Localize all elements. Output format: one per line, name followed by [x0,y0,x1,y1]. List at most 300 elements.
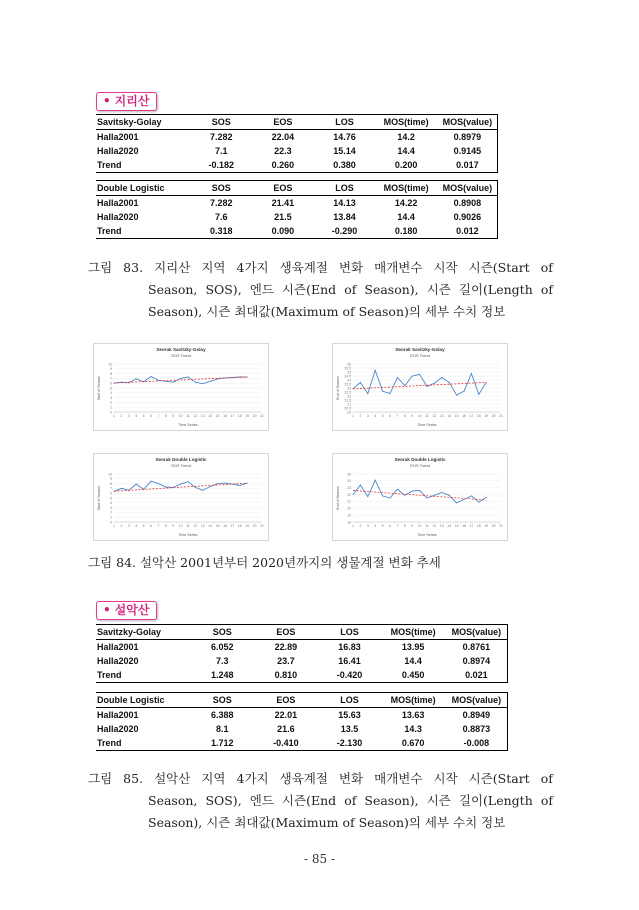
table-seoraksan-sg [96,624,508,683]
table-row [96,640,508,655]
table-cell: 14.22 [394,198,418,208]
x-tick-label: 8 [403,524,406,528]
caption-word: 그림 [88,260,113,275]
caption-word: Season, [148,793,198,808]
row-label: Halla2001 [97,710,139,720]
table-cell: 1.248 [211,670,234,680]
table-header-row [96,693,508,708]
table-cell: 8.1 [216,724,229,734]
caption-word: of [540,260,553,275]
caption-word: 시작 [433,260,458,275]
x-tick-label: 2 [359,524,362,528]
y-tick-label: 6 [110,491,112,496]
y-tick-label: 24 [347,378,351,383]
x-tick-label: 21 [260,414,264,418]
x-tick-label: 20 [491,414,496,418]
x-axis-label: Time Series [417,533,437,537]
table-header-row [96,625,508,640]
table-cell: 22.04 [271,132,295,142]
table-cell: 22.89 [274,642,298,652]
table-cell: 0.260 [271,160,295,170]
row-label: Halla2001 [97,132,139,142]
data-point [360,484,361,485]
x-tick-label: 17 [469,414,474,418]
chart-sg-sos [93,343,269,431]
data-point [367,496,368,497]
caption-word: of [344,282,357,297]
data-point [195,487,196,488]
table-cell: -2.130 [336,738,363,748]
x-tick-label: 1 [352,414,354,418]
y-tick-label: 19 [347,513,351,518]
x-tick-label: 21 [499,414,503,418]
x-tick-label: 11 [186,414,190,418]
data-point [217,483,218,484]
x-tick-label: 15 [454,414,459,418]
caption-word: 4가지 [236,260,269,275]
y-tick-label: 22 [347,394,351,399]
caption-word: 변화 [338,771,364,786]
series-line [353,480,486,503]
caption-word: 그림 [88,771,113,786]
x-tick-label: 9 [172,524,175,528]
x-tick-label: 12 [432,414,437,418]
data-point [375,480,376,481]
column-header: EOS [276,695,296,705]
table-row [96,130,498,145]
table-row [96,722,508,736]
table-cell: 0.017 [456,160,479,170]
x-tick-label: 9 [411,414,414,418]
x-tick-label: 1 [352,524,354,528]
caption-figure-84 [88,552,553,574]
x-tick-label: 16 [462,414,466,418]
table-header-row [96,181,498,196]
column-header: MOS(time) [383,117,429,127]
data-point [360,382,361,383]
chart-title: Seorak Double Logistic [394,457,446,462]
data-point [390,393,391,394]
y-tick-label: 6 [110,381,112,386]
table-cell: 0.8979 [453,132,482,142]
y-tick-label: 4 [110,391,112,396]
y-tick-label: 7 [110,486,112,491]
x-tick-label: 12 [193,524,198,528]
caption-word: of [540,771,553,786]
x-tick-label: 5 [142,414,145,418]
caption-line [88,768,553,790]
caption-word: of [540,793,553,808]
y-tick-label: 5 [110,496,112,501]
y-tick-label: 24.5 [344,374,351,379]
table-cell: 13.84 [333,212,356,222]
x-tick-label: 15 [215,524,220,528]
x-tick-label: 3 [127,414,130,418]
page-number: - 85 - [303,852,335,866]
chart-subtitle: SOS Trend [171,353,191,358]
row-label: Halla2001 [97,198,139,208]
row-label: Halla2020 [97,724,139,734]
column-header: EOS [276,627,296,637]
x-tick-label: 16 [223,414,227,418]
caption-word: 시즌(Start [468,260,530,275]
column-header: LOS [340,627,359,637]
table-cell: 0.090 [271,226,295,236]
column-header: EOS [273,183,293,193]
data-point [397,377,398,378]
x-tick-label: 12 [193,414,198,418]
caption-line [88,257,553,279]
caption-word: 4가지 [236,771,269,786]
table-cell: -0.008 [463,738,490,748]
caption-line: Season), 시즌 최대값(Maximum of Season)의 세부 수치 정보 [148,304,506,319]
column-header: MOS(time) [383,183,429,193]
caption-word: 생육계절 [279,771,328,786]
table-cell: 13.95 [401,642,425,652]
data-point [456,395,457,396]
caption-word: 매개변수 [374,260,423,275]
column-header: MOS(value) [451,627,502,637]
x-tick-label: 10 [417,414,422,418]
y-tick-label: 24 [347,479,351,484]
x-tick-label: 6 [150,414,152,418]
table-cell: 7.282 [210,132,233,142]
data-point [434,383,435,384]
caption-word: SOS), [205,282,242,297]
x-tick-label: 19 [245,414,250,418]
caption-word: 지리산 [154,260,191,275]
data-point [441,377,442,378]
caption-word: 길이(Length [458,793,533,808]
x-tick-label: 13 [200,414,205,418]
table-row [96,144,498,158]
data-point [232,484,233,485]
table-cell: 21.5 [274,212,292,222]
caption-figure-83 [88,257,553,323]
y-tick-label: 22.5 [344,390,351,395]
y-tick-label: 1 [110,405,112,410]
x-tick-label: 14 [208,414,213,418]
x-tick-label: 6 [389,524,391,528]
x-tick-label: 1 [113,414,115,418]
table-cell: 15.14 [333,146,356,156]
data-point [375,370,376,371]
table-cell: 0.670 [401,738,425,748]
chart-dl-eos [332,453,508,541]
caption-word: 변화 [338,260,364,275]
y-tick-label: 3 [110,395,112,400]
column-header: LOS [335,117,354,127]
x-tick-label: 15 [454,524,459,528]
data-point [136,484,137,485]
data-point [419,374,420,375]
data-point [390,498,391,499]
caption-word: 83. [123,260,144,275]
data-point [486,497,487,498]
table-cell: 15.63 [338,710,361,720]
caption-word: of [540,282,553,297]
caption-word: Season), [364,282,419,297]
table-row [96,736,508,751]
caption-word: 길이(Length [458,282,533,297]
table-jirisan-sg [96,114,498,173]
table-cell: 0.8908 [453,198,482,208]
table-cell: 0.8949 [462,710,491,720]
row-label: Trend [97,670,122,680]
column-header: MOS(value) [442,183,493,193]
table-cell: 23.7 [277,656,295,666]
table-cell: 1.712 [211,738,234,748]
data-point [456,502,457,503]
chart-subtitle: SOS Trend [171,463,191,468]
y-tick-label: 20 [347,506,351,511]
y-tick-label: 21 [347,499,351,504]
caption-word: 시즌 [426,793,451,808]
column-header: MOS(value) [451,695,502,705]
data-point [382,495,383,496]
x-tick-label: 5 [142,524,145,528]
table-row [96,654,508,668]
table-cell: 16.83 [338,642,361,652]
y-tick-label: 8 [110,371,112,376]
table-cell: -0.410 [273,738,299,748]
chart-title: Seorak Savitzky-Golay [395,347,445,352]
y-tick-label: 2 [110,400,112,405]
caption-word: 엔드 [249,282,274,297]
caption-line [88,790,553,812]
table-cell: 0.8761 [462,642,491,652]
x-axis-label: Time Series [417,423,437,427]
table-seoraksan-dl [96,692,508,751]
x-tick-label: 3 [366,414,369,418]
x-tick-label: 15 [215,414,220,418]
chart-dl-sos [93,453,269,541]
y-axis-label: Start of Season [97,375,101,401]
chart-subtitle: EOS Trend [410,353,430,358]
y-tick-label: 21 [347,402,351,407]
data-point [173,382,174,383]
x-tick-label: 9 [172,414,175,418]
x-tick-label: 6 [389,414,391,418]
data-point [225,377,226,378]
data-point [232,377,233,378]
y-tick-label: 23 [347,386,351,391]
region-label-seoraksan: • 설악산 [96,601,157,620]
x-tick-label: 18 [237,524,242,528]
caption-word: 생육계절 [279,260,328,275]
x-tick-label: 11 [425,414,429,418]
x-tick-label: 3 [366,524,369,528]
y-tick-label: 10 [108,472,112,477]
x-tick-label: 5 [381,414,384,418]
column-header: SOS [211,183,231,193]
column-header: MOS(time) [390,695,436,705]
caption-word: 설악산 [154,771,191,786]
y-axis-label: End of Season [336,376,340,400]
data-point [188,481,189,482]
x-tick-label: 20 [252,414,257,418]
data-point [121,488,122,489]
row-label: Halla2020 [97,146,139,156]
caption-line: Season), 시즌 최대값(Maximum of Season)의 세부 수치 정보 [148,815,506,830]
caption-word: 지역 [201,260,226,275]
table-cell: 14.4 [404,656,422,666]
y-tick-label: 25 [347,370,351,375]
y-tick-label: 9 [110,477,112,482]
chart-svg [333,454,507,540]
data-point [404,385,405,386]
data-point [165,486,166,487]
data-point [449,382,450,383]
table-method-label: Savitzky-Golay [97,627,162,637]
table-cell: 0.9145 [453,146,482,156]
table-cell: 7.3 [216,656,229,666]
y-tick-label: 1 [110,515,112,520]
x-tick-label: 4 [135,524,138,528]
data-point [427,386,428,387]
table-cell: 0.810 [274,670,298,680]
x-tick-label: 3 [127,524,130,528]
x-tick-label: 14 [447,524,452,528]
data-point [158,380,159,381]
y-axis-label: End of Season [336,486,340,510]
data-point [353,494,354,495]
table-cell: 0.9026 [453,212,482,222]
table-method-label: Double Logistic [97,183,165,193]
series-line [114,481,247,491]
caption-word: SOS), [205,793,242,808]
data-point [202,490,203,491]
data-point [180,378,181,379]
table-cell: 7.6 [215,212,228,222]
x-tick-label: 16 [223,524,227,528]
table-jirisan-dl [96,180,498,239]
table-cell: 14.4 [397,146,415,156]
column-header: LOS [335,183,354,193]
x-tick-label: 2 [359,414,362,418]
trend-line [353,490,486,500]
table-row [96,158,498,173]
row-label: Trend [97,226,122,236]
caption-word: 시즌(End [281,282,337,297]
caption-word: Season), [364,793,419,808]
x-tick-label: 21 [499,524,503,528]
column-header: SOS [211,117,231,127]
data-point [382,391,383,392]
data-point [180,484,181,485]
table-cell: 16.41 [338,656,361,666]
y-tick-label: 8 [110,481,112,486]
table-cell: 14.4 [397,212,415,222]
table-cell: 0.8974 [462,656,491,666]
table-cell: 0.200 [394,160,418,170]
data-point [202,383,203,384]
table-cell: 21.41 [271,198,295,208]
table-cell: 14.3 [404,724,422,734]
data-point [158,483,159,484]
data-point [210,381,211,382]
data-point [151,376,152,377]
x-tick-label: 4 [135,414,138,418]
table-header-row [96,115,498,130]
data-point [427,498,428,499]
table-cell: 14.76 [333,132,356,142]
x-tick-label: 17 [469,524,474,528]
table-cell: 0.8873 [462,724,491,734]
x-tick-label: 19 [484,524,489,528]
x-tick-label: 7 [396,524,399,528]
table-cell: 0.021 [465,670,488,680]
data-point [367,393,368,394]
table-cell: 13.5 [340,724,359,734]
x-tick-label: 8 [164,414,167,418]
column-header: EOS [273,117,293,127]
table-cell: -0.420 [336,670,363,680]
x-tick-label: 2 [120,414,123,418]
chart-svg [94,344,268,430]
x-tick-label: 4 [374,524,377,528]
x-tick-label: 18 [237,414,242,418]
table-cell: 0.180 [394,226,418,236]
table-cell: 22.3 [274,146,292,156]
x-tick-label: 7 [396,414,399,418]
table-cell: 7.1 [215,146,228,156]
y-tick-label: 2 [110,510,112,515]
table-cell: 0.318 [210,226,233,236]
x-tick-label: 6 [150,524,152,528]
table-cell: 0.012 [456,226,479,236]
data-point [225,483,226,484]
x-tick-label: 10 [417,524,422,528]
x-tick-label: 17 [230,524,235,528]
x-tick-label: 13 [439,524,444,528]
row-label: Trend [97,738,122,748]
x-tick-label: 17 [230,414,235,418]
bullet-icon: • [103,603,111,617]
y-tick-label: 9 [110,367,112,372]
x-tick-label: 9 [411,524,414,528]
column-header: SOS [212,695,232,705]
table-cell: 21.6 [277,724,295,734]
y-tick-label: 20.5 [344,406,351,411]
caption-line: 그림 84. 설악산 2001년부터 2020년까지의 생물계절 변화 추세 [88,555,441,570]
table-cell: 14.2 [397,132,415,142]
column-header: SOS [212,627,232,637]
y-tick-label: 18 [347,520,351,525]
column-header: MOS(time) [390,627,436,637]
x-tick-label: 18 [476,524,481,528]
data-point [478,394,479,395]
x-tick-label: 13 [200,524,205,528]
y-tick-label: 25 [347,472,351,477]
table-method-label: Savitsky-Golay [97,117,162,127]
x-tick-label: 14 [208,524,213,528]
x-tick-label: 5 [381,524,384,528]
table-row [96,210,498,224]
y-tick-label: 25.5 [344,366,351,371]
caption-word: 지역 [201,771,226,786]
column-header: LOS [340,695,359,705]
caption-word: 시작 [433,771,458,786]
caption-word: 시즌 [426,282,451,297]
y-tick-label: 20 [347,410,351,415]
data-point [464,499,465,500]
table-row [96,708,508,723]
chart-svg [333,344,507,430]
caption-word: 시즌(End [281,793,337,808]
y-tick-label: 10 [108,362,112,367]
row-label: Halla2020 [97,212,139,222]
